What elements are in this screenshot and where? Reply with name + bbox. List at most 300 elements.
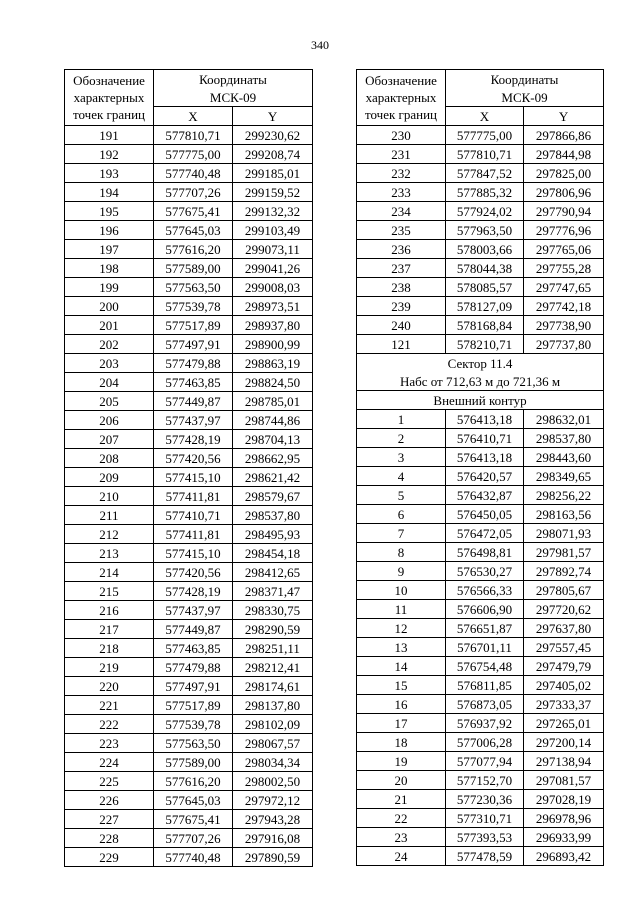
point-id-cell: 232: [357, 164, 446, 183]
point-id-cell: 239: [357, 297, 446, 316]
point-id-cell: 199: [65, 278, 154, 297]
x-coordinate-cell: 576566,33: [446, 581, 524, 600]
table-row: [65, 639, 313, 658]
x-coordinate-cell: 577675,41: [154, 810, 233, 829]
point-id-cell: 205: [65, 392, 154, 411]
y-coordinate-cell: 299230,62: [233, 126, 313, 145]
point-id-cell: 204: [65, 373, 154, 392]
table-row: [65, 259, 313, 278]
point-id-cell: 20: [357, 771, 446, 790]
point-id-cell: 1: [357, 410, 446, 429]
point-id-cell: 231: [357, 145, 446, 164]
point-id-cell: 224: [65, 753, 154, 772]
point-id-cell: 235: [357, 221, 446, 240]
table-row: [65, 582, 313, 601]
x-coordinate-cell: 577675,41: [154, 202, 233, 221]
coordinates-table-left: [64, 69, 313, 867]
point-id-cell: 10: [357, 581, 446, 600]
y-coordinate-cell: 297637,80: [524, 619, 604, 638]
table-row: [357, 619, 604, 638]
table-row: [65, 677, 313, 696]
point-id-cell: 213: [65, 544, 154, 563]
y-coordinate-cell: 298824,50: [233, 373, 313, 392]
x-coordinate-cell: 577775,00: [154, 145, 233, 164]
y-coordinate-cell: 297755,28: [524, 259, 604, 278]
x-coordinate-cell: 576432,87: [446, 486, 524, 505]
y-coordinate-cell: 298256,22: [524, 486, 604, 505]
table-row: [357, 505, 604, 524]
y-coordinate-cell: 297265,01: [524, 714, 604, 733]
table-row: [65, 164, 313, 183]
point-id-cell: 212: [65, 525, 154, 544]
x-coordinate-cell: 576701,11: [446, 638, 524, 657]
x-coordinate-cell: 578085,57: [446, 278, 524, 297]
y-coordinate-cell: 297138,94: [524, 752, 604, 771]
point-id-cell: 225: [65, 772, 154, 791]
header-label-line: точек границ: [364, 107, 438, 122]
y-coordinate-cell: 297028,19: [524, 790, 604, 809]
table-row: [65, 753, 313, 772]
x-coordinate-cell: 577415,10: [154, 544, 233, 563]
point-id-cell: 223: [65, 734, 154, 753]
y-coordinate-cell: 297742,18: [524, 297, 604, 316]
x-coordinate-cell: 577415,10: [154, 468, 233, 487]
table-row: [357, 297, 604, 316]
x-coordinate-cell: 577449,87: [154, 392, 233, 411]
x-coordinate-cell: 577449,87: [154, 620, 233, 639]
table-row: [357, 221, 604, 240]
x-coordinate-cell: 577077,94: [446, 752, 524, 771]
point-id-cell: 13: [357, 638, 446, 657]
y-coordinate-cell: 298863,19: [233, 354, 313, 373]
y-coordinate-cell: 299132,32: [233, 202, 313, 221]
table-row: [65, 620, 313, 639]
x-coordinate-cell: 577428,19: [154, 582, 233, 601]
y-coordinate-cell: 298621,42: [233, 468, 313, 487]
x-coordinate-cell: 577410,71: [154, 506, 233, 525]
y-coordinate-cell: 298537,80: [524, 429, 604, 448]
table-row: [357, 562, 604, 581]
point-id-cell: 202: [65, 335, 154, 354]
table-row: [357, 733, 604, 752]
y-coordinate-cell: 298662,95: [233, 449, 313, 468]
y-coordinate-cell: 297981,57: [524, 543, 604, 562]
table-row: [65, 563, 313, 582]
table-row: [65, 658, 313, 677]
table-row: [65, 734, 313, 753]
x-coordinate-cell: 577420,56: [154, 449, 233, 468]
point-id-cell: 233: [357, 183, 446, 202]
x-coordinate-cell: 577707,26: [154, 183, 233, 202]
x-coordinate-cell: 577740,48: [154, 164, 233, 183]
table-row: [357, 638, 604, 657]
x-coordinate-cell: 576651,87: [446, 619, 524, 638]
table-row: [65, 696, 313, 715]
y-coordinate-cell: 299159,52: [233, 183, 313, 202]
point-id-cell: 214: [65, 563, 154, 582]
point-id-cell: 191: [65, 126, 154, 145]
y-coordinate-cell: 298579,67: [233, 487, 313, 506]
header-label-cell: [357, 70, 446, 126]
y-coordinate-cell: 298785,01: [233, 392, 313, 411]
point-id-cell: 240: [357, 316, 446, 335]
point-id-cell: 16: [357, 695, 446, 714]
x-coordinate-cell: 576498,81: [446, 543, 524, 562]
x-coordinate-cell: 578127,09: [446, 297, 524, 316]
section-row: [357, 372, 604, 391]
y-coordinate-cell: 297081,57: [524, 771, 604, 790]
table-row: [65, 354, 313, 373]
x-coordinate-cell: 577616,20: [154, 240, 233, 259]
point-id-cell: 210: [65, 487, 154, 506]
point-id-cell: 229: [65, 848, 154, 867]
x-coordinate-cell: 577497,91: [154, 677, 233, 696]
point-id-cell: 21: [357, 790, 446, 809]
point-id-cell: 217: [65, 620, 154, 639]
table-row: [357, 676, 604, 695]
point-id-cell: 7: [357, 524, 446, 543]
point-id-cell: 19: [357, 752, 446, 771]
table-row: [65, 715, 313, 734]
point-id-cell: 192: [65, 145, 154, 164]
y-coordinate-cell: 298002,50: [233, 772, 313, 791]
table-row: [357, 335, 604, 354]
table-row: [65, 221, 313, 240]
x-coordinate-cell: 578168,84: [446, 316, 524, 335]
y-coordinate-cell: 298102,09: [233, 715, 313, 734]
table-row: [357, 581, 604, 600]
x-coordinate-cell: 578210,71: [446, 335, 524, 354]
table-row: [65, 430, 313, 449]
table-row: [357, 714, 604, 733]
y-coordinate-cell: 297747,65: [524, 278, 604, 297]
x-coordinate-cell: 577437,97: [154, 601, 233, 620]
x-coordinate-cell: 576413,18: [446, 448, 524, 467]
y-coordinate-cell: 299103,49: [233, 221, 313, 240]
point-id-cell: 193: [65, 164, 154, 183]
header-label-line: Обозначение: [73, 73, 145, 88]
header-label-cell: [65, 70, 154, 126]
point-id-cell: 9: [357, 562, 446, 581]
y-coordinate-cell: 297825,00: [524, 164, 604, 183]
point-id-cell: 208: [65, 449, 154, 468]
y-coordinate-cell: 297972,12: [233, 791, 313, 810]
section-row: [357, 354, 604, 373]
x-coordinate-cell: 577563,50: [154, 278, 233, 297]
x-coordinate-cell: 577463,85: [154, 639, 233, 658]
table-row: [65, 316, 313, 335]
y-coordinate-cell: 299208,74: [233, 145, 313, 164]
y-coordinate-cell: 298034,34: [233, 753, 313, 772]
table-row: [357, 448, 604, 467]
x-coordinate-cell: 577810,71: [446, 145, 524, 164]
point-id-cell: 211: [65, 506, 154, 525]
table-row: [65, 487, 313, 506]
table-row: [357, 316, 604, 335]
point-id-cell: 206: [65, 411, 154, 430]
y-coordinate-cell: 298371,47: [233, 582, 313, 601]
point-id-cell: 15: [357, 676, 446, 695]
y-coordinate-cell: 297892,74: [524, 562, 604, 581]
y-coordinate-cell: 299008,03: [233, 278, 313, 297]
point-id-cell: 24: [357, 847, 446, 866]
y-coordinate-cell: 297405,02: [524, 676, 604, 695]
table-row: [65, 601, 313, 620]
x-coordinate-cell: 577563,50: [154, 734, 233, 753]
point-id-cell: 238: [357, 278, 446, 297]
table-row: [65, 544, 313, 563]
y-coordinate-cell: 299041,26: [233, 259, 313, 278]
header-y: Y: [524, 107, 604, 126]
y-coordinate-cell: 297805,67: [524, 581, 604, 600]
x-coordinate-cell: 577310,71: [446, 809, 524, 828]
point-id-cell: 221: [65, 696, 154, 715]
x-coordinate-cell: 576606,90: [446, 600, 524, 619]
x-coordinate-cell: 577420,56: [154, 563, 233, 582]
y-coordinate-cell: 297738,90: [524, 316, 604, 335]
point-id-cell: 14: [357, 657, 446, 676]
header-x: X: [446, 107, 524, 126]
header-y: Y: [233, 107, 313, 126]
y-coordinate-cell: 298454,18: [233, 544, 313, 563]
x-coordinate-cell: 576410,71: [446, 429, 524, 448]
x-coordinate-cell: 576937,92: [446, 714, 524, 733]
point-id-cell: 226: [65, 791, 154, 810]
x-coordinate-cell: 577230,36: [446, 790, 524, 809]
point-id-cell: 17: [357, 714, 446, 733]
header-row: [357, 70, 604, 89]
y-coordinate-cell: 298137,80: [233, 696, 313, 715]
y-coordinate-cell: 298412,65: [233, 563, 313, 582]
x-coordinate-cell: 577479,88: [154, 658, 233, 677]
point-id-cell: 234: [357, 202, 446, 221]
table-row: [65, 373, 313, 392]
point-id-cell: 203: [65, 354, 154, 373]
y-coordinate-cell: 299073,11: [233, 240, 313, 259]
y-coordinate-cell: 297943,28: [233, 810, 313, 829]
table-row: [65, 810, 313, 829]
table-row: [357, 467, 604, 486]
point-id-cell: 200: [65, 297, 154, 316]
table-row: [357, 240, 604, 259]
point-id-cell: 220: [65, 677, 154, 696]
x-coordinate-cell: 576472,05: [446, 524, 524, 543]
y-coordinate-cell: 297866,86: [524, 126, 604, 145]
x-coordinate-cell: 577963,50: [446, 221, 524, 240]
point-id-cell: 3: [357, 448, 446, 467]
point-id-cell: 207: [65, 430, 154, 449]
y-coordinate-cell: 298495,93: [233, 525, 313, 544]
table-row: [357, 278, 604, 297]
header-label-line: характерных: [73, 90, 145, 105]
point-id-cell: 6: [357, 505, 446, 524]
y-coordinate-cell: 298163,56: [524, 505, 604, 524]
table-row: [65, 278, 313, 297]
header-label-line: точек границ: [72, 107, 146, 122]
x-coordinate-cell: 577885,32: [446, 183, 524, 202]
x-coordinate-cell: 577589,00: [154, 753, 233, 772]
table-row: [65, 202, 313, 221]
x-coordinate-cell: 577847,52: [446, 164, 524, 183]
point-id-cell: 222: [65, 715, 154, 734]
point-id-cell: 216: [65, 601, 154, 620]
table-row: [357, 790, 604, 809]
x-coordinate-cell: 576413,18: [446, 410, 524, 429]
point-id-cell: 228: [65, 829, 154, 848]
x-coordinate-cell: 577775,00: [446, 126, 524, 145]
x-coordinate-cell: 577478,59: [446, 847, 524, 866]
header-label-line: характерных: [365, 90, 437, 105]
y-coordinate-cell: 297557,45: [524, 638, 604, 657]
y-coordinate-cell: 298174,61: [233, 677, 313, 696]
y-coordinate-cell: 297479,79: [524, 657, 604, 676]
contour-label: Внешний контур: [357, 391, 604, 410]
table-row: [357, 183, 604, 202]
table-row: [357, 429, 604, 448]
x-coordinate-cell: 577517,89: [154, 696, 233, 715]
x-coordinate-cell: 576754,48: [446, 657, 524, 676]
y-coordinate-cell: 297200,14: [524, 733, 604, 752]
table-row: [357, 259, 604, 278]
y-coordinate-cell: 297765,06: [524, 240, 604, 259]
table-row: [65, 335, 313, 354]
y-coordinate-cell: 298067,57: [233, 734, 313, 753]
x-coordinate-cell: 577393,53: [446, 828, 524, 847]
x-coordinate-cell: 577645,03: [154, 221, 233, 240]
table-row: [65, 848, 313, 867]
y-coordinate-cell: 296893,42: [524, 847, 604, 866]
sector-title: Сектор 11.4: [357, 354, 604, 373]
point-id-cell: 8: [357, 543, 446, 562]
sector-elevation: Набс от 712,63 м до 721,36 м: [357, 372, 604, 391]
header-crs: МСК-09: [154, 88, 313, 107]
x-coordinate-cell: 577539,78: [154, 715, 233, 734]
y-coordinate-cell: 298251,11: [233, 639, 313, 658]
table-row: [65, 411, 313, 430]
point-id-cell: 230: [357, 126, 446, 145]
x-coordinate-cell: 577428,19: [154, 430, 233, 449]
x-coordinate-cell: 576420,57: [446, 467, 524, 486]
x-coordinate-cell: 577463,85: [154, 373, 233, 392]
x-coordinate-cell: 577589,00: [154, 259, 233, 278]
y-coordinate-cell: 298330,75: [233, 601, 313, 620]
point-id-cell: 209: [65, 468, 154, 487]
x-coordinate-cell: 577810,71: [154, 126, 233, 145]
point-id-cell: 237: [357, 259, 446, 278]
y-coordinate-cell: 298704,13: [233, 430, 313, 449]
x-coordinate-cell: 577437,97: [154, 411, 233, 430]
y-coordinate-cell: 298537,80: [233, 506, 313, 525]
header-x: X: [154, 107, 233, 126]
y-coordinate-cell: 298937,80: [233, 316, 313, 335]
table-row: [65, 449, 313, 468]
table-row: [357, 164, 604, 183]
x-coordinate-cell: 578003,66: [446, 240, 524, 259]
point-id-cell: 198: [65, 259, 154, 278]
y-coordinate-cell: 298632,01: [524, 410, 604, 429]
point-id-cell: 23: [357, 828, 446, 847]
y-coordinate-cell: 296933,99: [524, 828, 604, 847]
y-coordinate-cell: 296978,96: [524, 809, 604, 828]
y-coordinate-cell: 298071,93: [524, 524, 604, 543]
x-coordinate-cell: 577411,81: [154, 487, 233, 506]
point-id-cell: 215: [65, 582, 154, 601]
y-coordinate-cell: 298349,65: [524, 467, 604, 486]
page-number: 340: [311, 38, 329, 52]
y-coordinate-cell: 297333,37: [524, 695, 604, 714]
y-coordinate-cell: 298973,51: [233, 297, 313, 316]
header-crs: МСК-09: [446, 88, 604, 107]
point-id-cell: 218: [65, 639, 154, 658]
y-coordinate-cell: 298212,41: [233, 658, 313, 677]
table-row: [357, 543, 604, 562]
y-coordinate-cell: 298290,59: [233, 620, 313, 639]
y-coordinate-cell: 297790,94: [524, 202, 604, 221]
point-id-cell: 219: [65, 658, 154, 677]
x-coordinate-cell: 576873,05: [446, 695, 524, 714]
header-row: [65, 70, 313, 89]
table-row: [357, 752, 604, 771]
table-row: [65, 183, 313, 202]
point-id-cell: 5: [357, 486, 446, 505]
table-row: [65, 829, 313, 848]
point-id-cell: 195: [65, 202, 154, 221]
y-coordinate-cell: 298443,60: [524, 448, 604, 467]
point-id-cell: 11: [357, 600, 446, 619]
x-coordinate-cell: 578044,38: [446, 259, 524, 278]
x-coordinate-cell: 577497,91: [154, 335, 233, 354]
x-coordinate-cell: 577006,28: [446, 733, 524, 752]
x-coordinate-cell: 576450,05: [446, 505, 524, 524]
point-id-cell: 4: [357, 467, 446, 486]
table-row: [357, 410, 604, 429]
table-row: [357, 524, 604, 543]
table-row: [357, 126, 604, 145]
point-id-cell: 227: [65, 810, 154, 829]
table-row: [65, 772, 313, 791]
y-coordinate-cell: 297916,08: [233, 829, 313, 848]
x-coordinate-cell: 577707,26: [154, 829, 233, 848]
point-id-cell: 196: [65, 221, 154, 240]
table-row: [65, 297, 313, 316]
table-row: [357, 771, 604, 790]
x-coordinate-cell: 577411,81: [154, 525, 233, 544]
table-row: [357, 202, 604, 221]
table-row: [357, 809, 604, 828]
x-coordinate-cell: 577479,88: [154, 354, 233, 373]
table-row: [65, 468, 313, 487]
point-id-cell: 194: [65, 183, 154, 202]
table-row: [357, 486, 604, 505]
x-coordinate-cell: 577152,70: [446, 771, 524, 790]
x-coordinate-cell: 577517,89: [154, 316, 233, 335]
y-coordinate-cell: 298900,99: [233, 335, 313, 354]
x-coordinate-cell: 577645,03: [154, 791, 233, 810]
point-id-cell: 121: [357, 335, 446, 354]
table-row: [65, 525, 313, 544]
x-coordinate-cell: 577616,20: [154, 772, 233, 791]
header-label-line: Обозначение: [365, 73, 437, 88]
y-coordinate-cell: 297806,96: [524, 183, 604, 202]
x-coordinate-cell: 577740,48: [154, 848, 233, 867]
y-coordinate-cell: 297776,96: [524, 221, 604, 240]
y-coordinate-cell: 299185,01: [233, 164, 313, 183]
y-coordinate-cell: 297890,59: [233, 848, 313, 867]
point-id-cell: 197: [65, 240, 154, 259]
point-id-cell: 12: [357, 619, 446, 638]
x-coordinate-cell: 576530,27: [446, 562, 524, 581]
x-coordinate-cell: 577924,02: [446, 202, 524, 221]
